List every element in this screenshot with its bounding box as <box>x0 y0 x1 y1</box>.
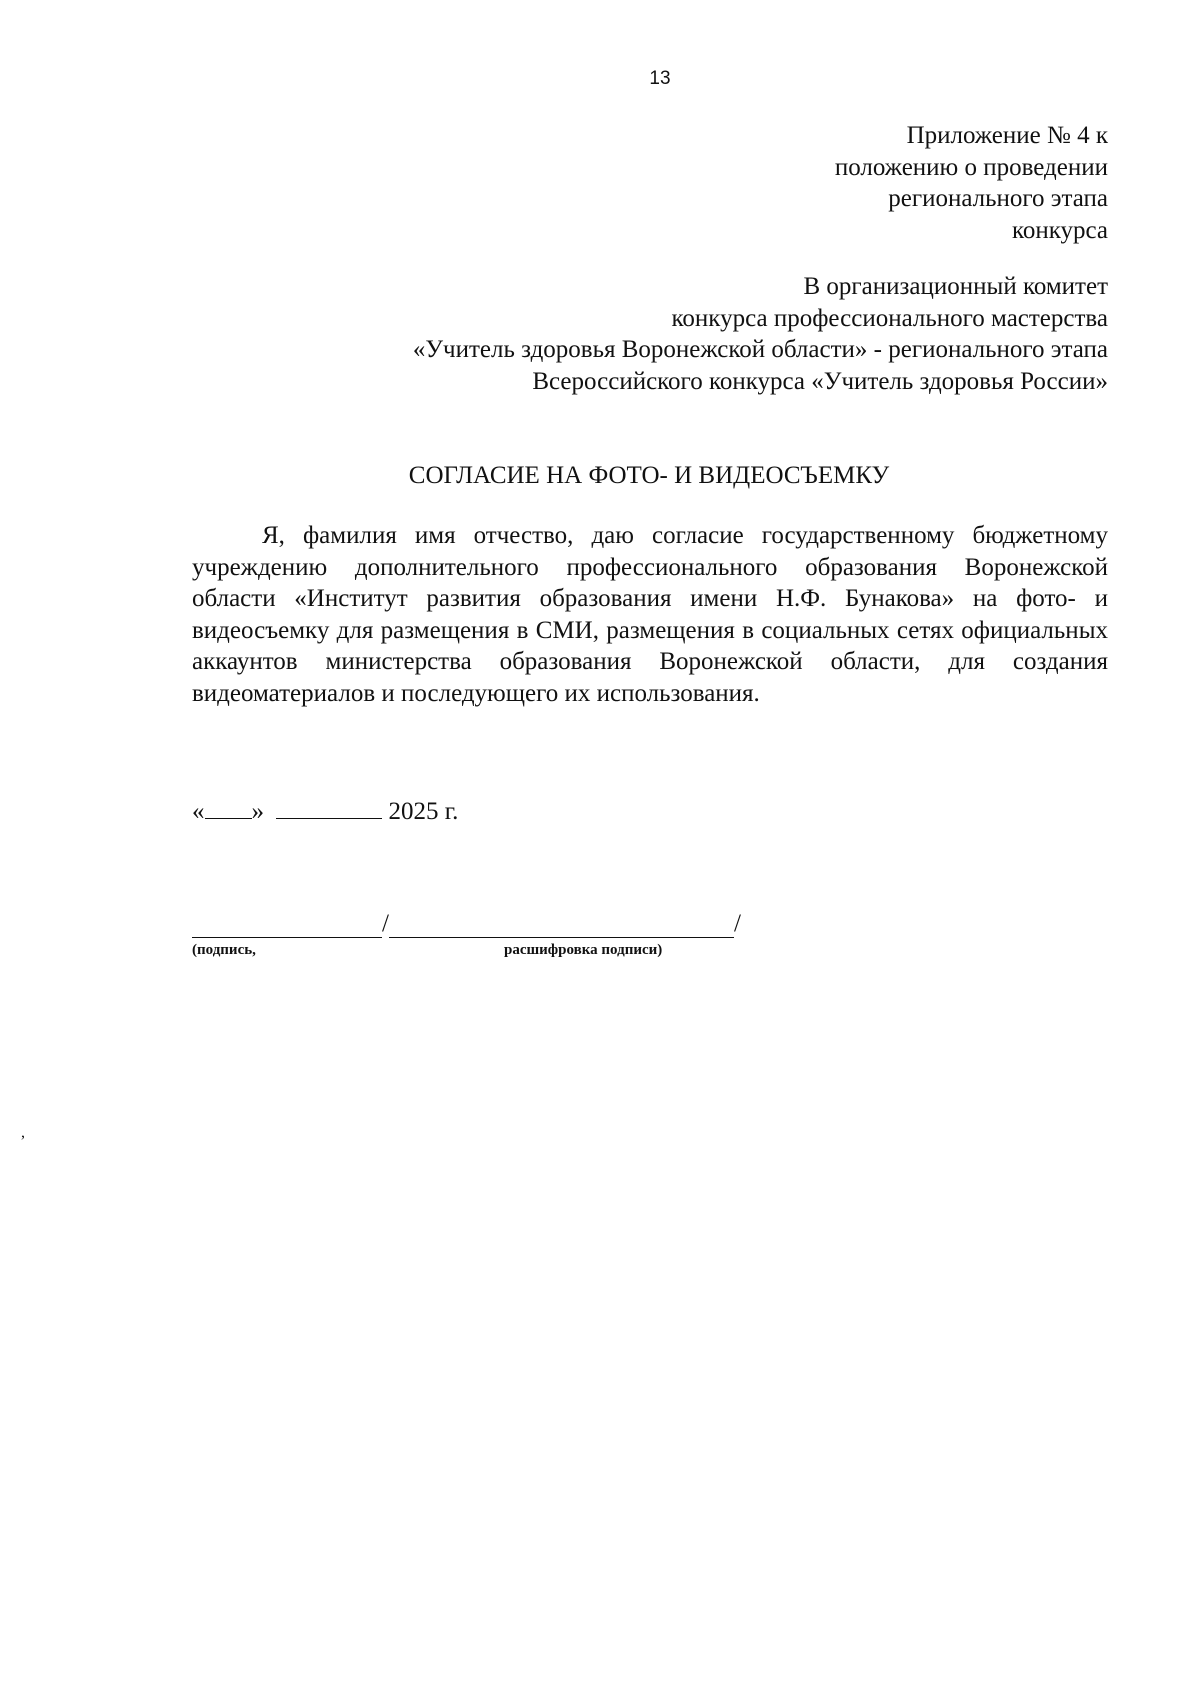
signature-block <box>192 910 752 970</box>
appendix-line: Приложение № 4 к <box>906 122 1108 149</box>
signature-decode-blank <box>389 911 734 938</box>
addressee-block <box>308 271 1108 397</box>
appendix-line: конкурса <box>1011 216 1108 244</box>
addressee-line: В организационный комитет <box>803 273 1108 300</box>
day-blank <box>205 796 252 819</box>
close-quote: » <box>251 798 264 825</box>
signature-blank <box>192 911 382 938</box>
appendix-line: положению о проведении <box>834 153 1108 181</box>
signature-decode-caption: расшифровка подписи) <box>504 942 663 958</box>
consent-body-text: Я, фамилия имя отчество, даю согласие государственному бюджетному учреждению дополнительного профессионального образования Воронежской области «Институт развития образования имени Н.Ф. Бунакова» на фото- и видеосъемку для размещения в СМИ, размещения в социальных сетях официальных аккаунтов министерства образования Воронежской области, для создания видеоматериалов и последующего их использования. <box>192 522 1108 707</box>
year-label: 2025 г. <box>388 798 459 825</box>
signature-lines <box>192 910 752 942</box>
signature-caption: (подпись, <box>192 942 256 958</box>
stray-mark: , <box>21 1124 25 1141</box>
addressee-line: Всероссийского конкурса «Учитель здоровья России» <box>532 367 1108 395</box>
document-title: СОГЛАСИЕ НА ФОТО- И ВИДЕОСЪЕМКУ <box>408 462 890 489</box>
month-blank <box>276 796 382 819</box>
signature-slash: / <box>382 910 389 937</box>
open-quote: « <box>192 798 205 825</box>
signature-captions <box>192 942 752 962</box>
page-number: 13 <box>649 68 671 89</box>
appendix-line: регионального этапа <box>888 185 1108 212</box>
appendix-header <box>588 120 1108 246</box>
addressee-line: конкурса профессионального мастерства <box>671 304 1108 332</box>
addressee-line: «Учитель здоровья Воронежской области» - регионального этапа <box>412 336 1108 363</box>
date-line <box>192 796 458 826</box>
signature-slash: / <box>733 910 741 937</box>
